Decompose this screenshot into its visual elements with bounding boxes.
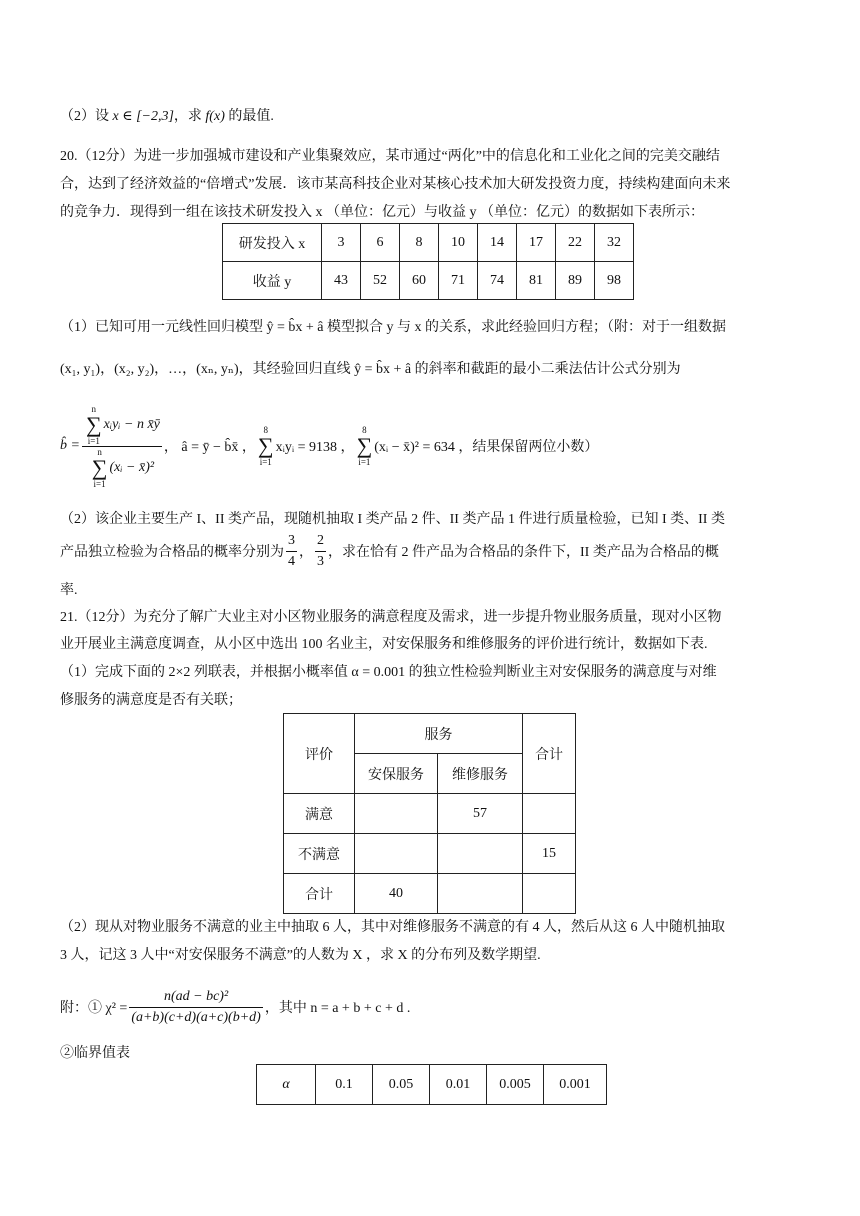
y-cell: 89 — [556, 262, 595, 300]
formula-sum1: xᵢyᵢ = 9138 ， — [275, 440, 355, 455]
sum-lower: i=1 — [358, 457, 371, 467]
q20-part1-line1: （1）已知可用一元线性回归模型 ŷ = b̂x + â 模型拟合 y 与 x 的关系，求此经验回归方程；（附：对于一组数据 — [60, 320, 727, 335]
alpha-label: α — [257, 1065, 316, 1105]
x-cell: 6 — [361, 224, 400, 262]
cell-total-security: 40 — [355, 874, 438, 914]
q20-part2-line3: 率. — [60, 583, 78, 598]
y-cell: 52 — [361, 262, 400, 300]
row-label-x: 研发投入 x — [223, 224, 322, 262]
alpha-value: 0.01 — [430, 1065, 487, 1105]
alpha-value: 0.1 — [316, 1065, 373, 1105]
y-cell: 43 — [322, 262, 361, 300]
formula-b-denominator — [82, 447, 162, 489]
q21-intro-line1: 21.（12分）为充分了解广大业主对小区物业服务的满意程度及需求，进一步提升物业服务质量，现对小区物 — [60, 610, 722, 625]
q21-part2-line1: （2）现从对物业服务不满意的业主中抽取 6 人，其中对维修服务不满意的有 4 人，然后从这 6 人中随机抽取 — [60, 920, 725, 935]
sum-upper: n — [97, 446, 102, 457]
table-row — [223, 262, 634, 300]
row-label-y: 收益 y — [223, 262, 322, 300]
header-repair: 维修服务 — [438, 754, 523, 794]
appendix-formula-line — [60, 982, 800, 1032]
frac-den: 4 — [288, 553, 295, 569]
sigma-glyph: ∑ — [85, 411, 102, 437]
sum-lower: i=1 — [87, 435, 100, 446]
prob-fraction-2 — [315, 531, 326, 572]
x-cell: 17 — [517, 224, 556, 262]
chi-numerator: n(ad − bc)² — [129, 987, 263, 1008]
sum-upper: 8 — [362, 425, 367, 435]
cell-empty — [438, 874, 523, 914]
q19-lead: （2）设 — [60, 109, 113, 124]
chi-square-fraction — [129, 987, 263, 1028]
q20-intro-line3: 的竞争力．现得到一组在该技术研发投入 x （单位：亿元）与收益 y （单位：亿元）的数据如下表所示： — [60, 205, 704, 220]
table-row — [223, 224, 634, 262]
q21-part2-line2: 3 人，记这 3 人中“对安保服务不满意”的人数为 X ，求 X 的分布列及数学期望. — [60, 948, 541, 963]
q20-intro-line2: 合，达到了经济效益的“倍增式”发展．该市某高科技企业对某核心技术加大研发投资力度，持续构建面向未来 — [60, 177, 731, 192]
q19-condition: x ∈ [−2,3] — [112, 109, 174, 124]
formula-a: ， â = ȳ − b̂x̄ ， — [163, 440, 256, 455]
part2-text-b: ，求在恰有 2 件产品为合格品的条件下，II 类产品为合格品的概 — [328, 545, 719, 560]
table-row — [284, 874, 576, 914]
alpha-value: 0.001 — [544, 1065, 607, 1105]
cell-empty — [438, 834, 523, 874]
cell-unsatisfied-total: 15 — [523, 834, 576, 874]
y-cell: 98 — [595, 262, 634, 300]
sum-symbol — [86, 404, 102, 446]
q20-part2-line2 — [60, 527, 800, 575]
numerator-text: xᵢyᵢ − n x̄ȳ — [103, 416, 160, 432]
sum-upper: n — [91, 403, 97, 414]
formula-b-numerator — [82, 404, 162, 447]
q21-intro-line2: 业开展业主满意度调查，从小区中选出 100 名业主，对安保服务和维修服务的评价进行统计，数据如下表. — [60, 637, 708, 652]
alpha-value: 0.05 — [373, 1065, 430, 1105]
sigma-glyph: ∑ — [257, 433, 274, 458]
header-service: 服务 — [355, 714, 523, 754]
part2-text-a: 产品独立检验为合格品的概率分别为 — [60, 545, 284, 560]
q20-formula-line — [60, 400, 800, 492]
sum-symbol — [258, 425, 274, 467]
cell-empty — [355, 834, 438, 874]
denominator-text: (xᵢ − x̄)² — [109, 459, 155, 475]
alpha-value: 0.005 — [487, 1065, 544, 1105]
formula-sum2: (xᵢ − x̄)² = 634 ，结果保留两位小数） — [374, 440, 599, 455]
table-row — [284, 714, 576, 754]
part2-sep: ， — [299, 545, 313, 560]
y-cell: 60 — [400, 262, 439, 300]
x-cell: 22 — [556, 224, 595, 262]
sum-lower: i=1 — [93, 478, 106, 489]
header-eval: 评价 — [284, 714, 355, 794]
critical-value-table — [256, 1064, 607, 1105]
q20-data-table — [222, 223, 634, 300]
frac-num: 2 — [315, 531, 326, 552]
q19-part2-line — [60, 104, 800, 130]
row-total: 合计 — [284, 874, 355, 914]
formula-b-lhs: b̂ = — [60, 438, 80, 453]
q19-mid: ，求 — [173, 109, 206, 124]
x-cell: 3 — [322, 224, 361, 262]
table-row — [284, 794, 576, 834]
frac-num: 3 — [286, 531, 297, 552]
q21-part1-line1: （1）完成下面的 2×2 列联表，并根据小概率值 α = 0.001 的独立性检验判断业主对安保服务的满意度与对维 — [60, 665, 717, 680]
frac-den: 3 — [317, 553, 324, 569]
table-row — [257, 1065, 607, 1105]
appendix-lead: 附：① χ² = — [60, 1001, 128, 1016]
header-security: 安保服务 — [355, 754, 438, 794]
cell-empty — [523, 794, 576, 834]
cell-empty — [355, 794, 438, 834]
sum-symbol — [92, 447, 108, 489]
x-cell: 10 — [439, 224, 478, 262]
q19-fx: f(x) — [205, 109, 225, 124]
q21-part1-line2: 修服务的满意度是否有关联； — [60, 693, 242, 708]
q20-part2-line1: （2）该企业主要生产 I、II 类产品，现随机抽取 I 类产品 2 件、II 类产品 1 件进行质量检验，已知 I 类、II 类 — [60, 512, 725, 527]
q19-end: 的最值. — [224, 109, 274, 124]
chi-denominator: (a+b)(c+d)(a+c)(b+d) — [131, 1009, 261, 1025]
sigma-glyph: ∑ — [91, 454, 108, 480]
q20-intro-line1: 20.（12分）为进一步加强城市建设和产业集聚效应，某市通过“两化”中的信息化和工业化之间的完美交融结 — [60, 149, 720, 164]
q20-part1-line2: (x₁, y₁)，(x₂, y₂)，…，(xₙ, yₙ)，其经验回归直线 ŷ = b̂x + â 的斜率和截距的最小二乘法估计公式分别为 — [60, 362, 681, 377]
appendix-tail: ，其中 n = a + b + c + d . — [264, 1001, 411, 1016]
table-row — [284, 834, 576, 874]
cell-satisfied-repair: 57 — [438, 794, 523, 834]
sigma-glyph: ∑ — [356, 433, 373, 458]
x-cell: 8 — [400, 224, 439, 262]
cell-empty — [523, 874, 576, 914]
row-satisfied: 满意 — [284, 794, 355, 834]
formula-b-fraction — [82, 404, 162, 489]
header-total: 合计 — [523, 714, 576, 794]
y-cell: 81 — [517, 262, 556, 300]
sum-symbol — [357, 425, 373, 467]
y-cell: 74 — [478, 262, 517, 300]
sum-upper: 8 — [263, 425, 268, 435]
row-unsatisfied: 不满意 — [284, 834, 355, 874]
x-cell: 14 — [478, 224, 517, 262]
sum-lower: i=1 — [259, 457, 272, 467]
q21-contingency-table — [283, 713, 576, 914]
y-cell: 71 — [439, 262, 478, 300]
critical-table-title: ②临界值表 — [60, 1046, 130, 1061]
prob-fraction-1 — [286, 531, 297, 572]
x-cell: 32 — [595, 224, 634, 262]
